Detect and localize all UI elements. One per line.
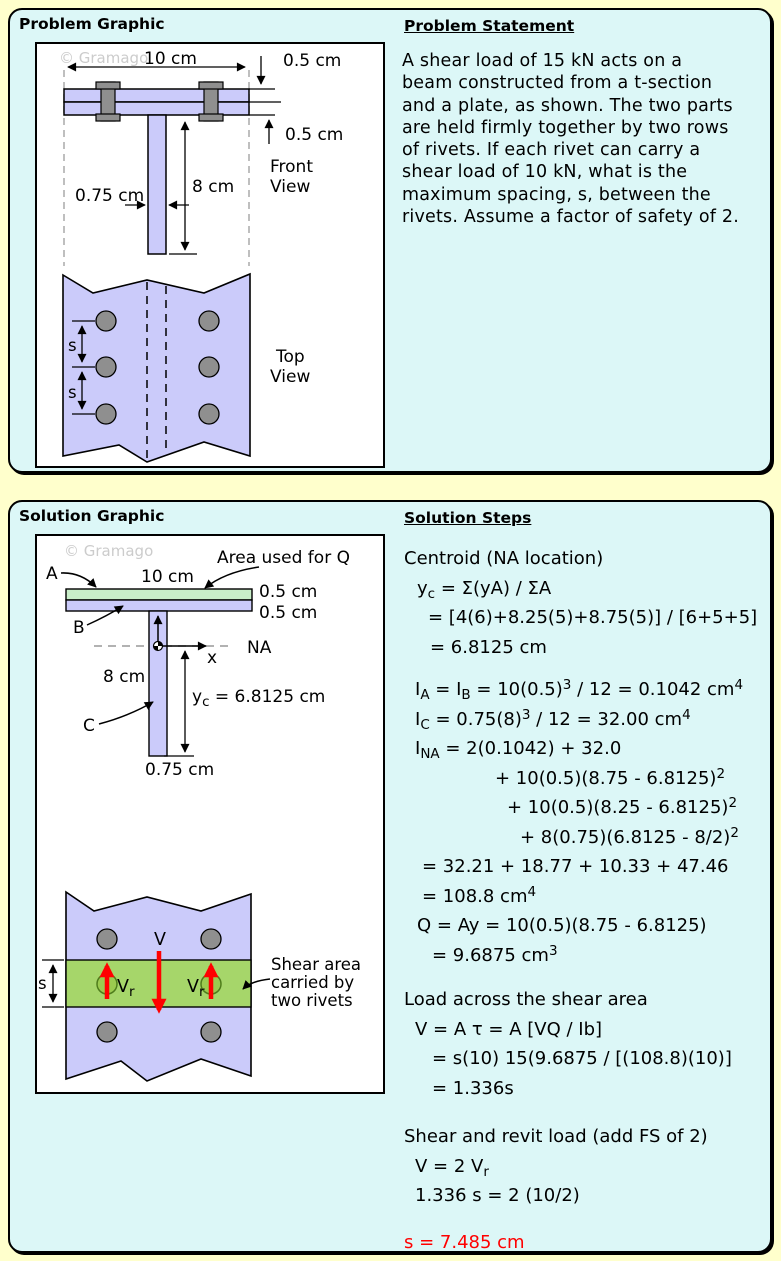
watermark: © Gramago <box>59 49 149 67</box>
solution-graphic-box <box>35 534 385 1094</box>
step-gap <box>404 1103 776 1122</box>
statement-line: rivets. Assume a factor of safety of 2. <box>402 207 739 228</box>
solution-step-line: V = A τ = A [VQ / Ib] <box>415 1018 603 1040</box>
top-view-plate <box>63 274 250 462</box>
statement-line: shear load of 10 kN, what is the <box>402 162 688 183</box>
label-b: B <box>73 618 85 638</box>
area-q-leader-arrow <box>205 567 259 588</box>
solution-steps-title: Solution Steps <box>404 509 532 527</box>
front-view-label-1: Front <box>270 157 313 177</box>
problem-panel <box>8 8 772 473</box>
x-axis-label: x <box>207 648 218 668</box>
a-leader-arrow <box>61 573 96 587</box>
flange-plate <box>64 102 249 115</box>
solution-graphic-svg <box>37 536 383 1092</box>
top-view-label-2: View <box>270 367 311 387</box>
s-label-1: s <box>68 336 77 355</box>
solution-step-line: + 8(0.75)(6.8125 - 8/2)$^2$ <box>520 824 739 848</box>
front-view-label-2: View <box>270 177 311 197</box>
plate1-dim-label: 0.5 cm <box>283 51 342 71</box>
label-c: C <box>83 716 95 736</box>
centroid-marker <box>154 642 163 651</box>
solution-panel <box>8 500 772 1253</box>
rivet-circle <box>96 404 116 424</box>
solution-step-line: = [4(6)+8.25(5)+8.75(5)] / [6+5+5] <box>428 607 758 628</box>
rivet-circle <box>201 1022 221 1042</box>
rivet-cap-bottom <box>96 114 120 121</box>
web-width-label: 0.75 cm <box>75 186 145 206</box>
s-label: s <box>38 974 47 993</box>
rivet-cap-top <box>96 82 120 89</box>
solution-step-line: Q = Ay = 10(0.5)(8.75 - 6.8125) <box>417 915 707 936</box>
problem-graphic-svg <box>37 44 383 466</box>
shear-note-2: carried by <box>271 973 355 992</box>
plate2-dim-label: 0.5 cm <box>285 125 344 145</box>
solution-step-line: = 32.21 + 18.77 + 10.33 + 47.46 <box>422 856 729 877</box>
shear-note-1: Shear area <box>271 955 362 974</box>
rivet-cap-bottom <box>199 114 223 121</box>
web-width-label: 0.75 cm <box>145 760 215 780</box>
solution-step-line: 1.336 s = 2 (10/2) <box>415 1185 580 1206</box>
problem-graphic-title: Problem Graphic <box>19 15 165 33</box>
solution-step-line: $I_C = 0.75(8)^3 / 12 = 32.00$ $cm^4$ <box>415 706 691 733</box>
c-leader-arrow <box>99 702 153 724</box>
vr-label-left: $V_r$ <box>117 977 135 1000</box>
watermark: © Gramago <box>64 542 154 560</box>
rivet-circle <box>96 311 116 331</box>
solution-step-line: = 108.8 $cm^4$ <box>422 883 537 907</box>
plate1-dim-label: 0.5 cm <box>259 582 318 602</box>
solution-graphic-title: Solution Graphic <box>19 507 165 525</box>
statement-line: of rivets. If each rivet can carry a <box>402 140 701 161</box>
solution-step-line: Load across the shear area <box>404 989 648 1010</box>
rivet-circle <box>199 311 219 331</box>
solution-step-line: = s(10) 15(9.6875 / [(108.8)(10)] <box>432 1048 732 1069</box>
solution-steps-lines <box>404 544 776 1257</box>
step-gap <box>404 662 776 675</box>
area-q-label: Area used for Q <box>217 548 350 568</box>
problem-graphic-box <box>35 42 385 468</box>
solution-step-line: = 6.8125 cm <box>430 636 547 658</box>
flange-plate <box>66 600 252 611</box>
solution-step-line: $I_A = I_B = 10(0.5)^3 / 12 = 0.1042$ $cm^4$ <box>415 677 744 703</box>
solution-step-line: $I_{NA} = 2(0.1042) + 32.0$ <box>415 738 622 762</box>
step-gap <box>404 1211 776 1228</box>
statement-line: maximum spacing, s, between the <box>402 184 711 205</box>
rivet-circle <box>199 404 219 424</box>
web-height-label: 8 cm <box>103 667 146 687</box>
vr-label-right: $V_r$ <box>187 977 205 1000</box>
shear-note-3: two rivets <box>271 991 353 1010</box>
problem-statement-text <box>402 50 739 228</box>
width-dim-label: 10 cm <box>144 49 197 69</box>
solution-step-line: Shear and revit load (add FS of 2) <box>404 1126 708 1147</box>
problem-statement-title: Problem Statement <box>404 17 575 35</box>
plate2-dim-label: 0.5 cm <box>259 603 318 623</box>
statement-line: beam constructed from a t-section <box>402 73 713 94</box>
solution-step-line: = 9.6875 $cm^3$ <box>432 942 558 966</box>
rivet-circle <box>97 1022 117 1042</box>
solution-step-line: Centroid (NA location) <box>404 548 604 569</box>
rivet-circle <box>199 357 219 377</box>
yc-value-label: $y_c = 6.8125$ cm <box>192 687 326 710</box>
statement-line: A shear load of 15 kN acts on a <box>402 51 683 71</box>
rivet-circle <box>97 929 117 949</box>
rivet-cap-top <box>199 82 223 89</box>
solution-step-line: + 10(0.5)(8.75 - 6.8125)$^2$ <box>495 765 726 789</box>
solution-step-line: s = 7.485 cm <box>404 1231 525 1253</box>
rivet-circle <box>201 929 221 949</box>
s-label-2: s <box>68 383 77 402</box>
rivet-circle <box>96 357 116 377</box>
label-a: A <box>46 564 58 584</box>
solution-step-line: $y_c = \Sigma(yA) / \Sigma A$ <box>417 577 552 602</box>
statement-line: are held firmly together by two rows <box>402 117 729 138</box>
v-label: V <box>154 930 166 950</box>
top-plate <box>64 89 249 102</box>
solution-step-line: = 1.336s <box>432 1077 514 1099</box>
top-view-label-1: Top <box>276 347 305 367</box>
step-gap <box>404 970 776 985</box>
solution-step-line: V = 2 $V_r$ <box>415 1155 489 1180</box>
na-label: NA <box>247 638 272 658</box>
web-height-label: 8 cm <box>192 177 235 197</box>
q-area-plate <box>66 589 252 600</box>
web <box>148 115 166 254</box>
width-dim-label: 10 cm <box>141 567 194 587</box>
solution-step-line: + 10(0.5)(8.25 - 6.8125)$^2$ <box>507 795 738 818</box>
statement-line: and a plate, as shown. The two parts <box>402 95 733 116</box>
